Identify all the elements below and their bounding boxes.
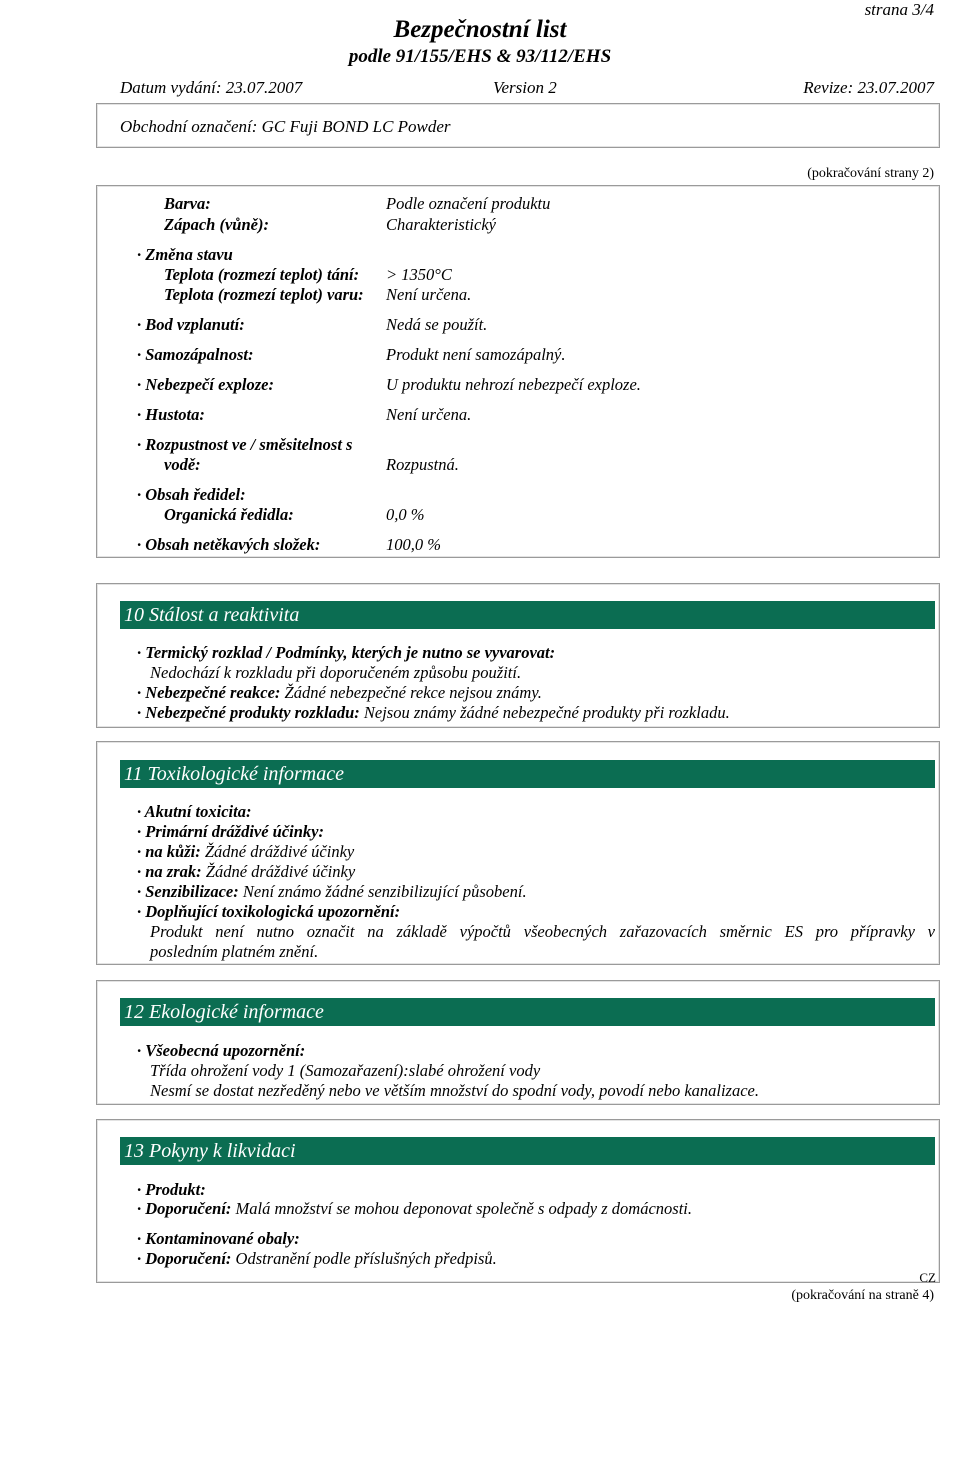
color-value: Podle označení produktu xyxy=(386,194,551,213)
section-13-heading: 13 Pokyny k likvidaci xyxy=(120,1137,935,1165)
odor-label: Zápach (vůně): xyxy=(164,215,269,234)
trade-name-frame xyxy=(96,103,940,148)
explosion-value: U produktu nehrozí nebezpečí exploze. xyxy=(386,375,641,394)
s11-sensitization: · Senzibilizace: Není známo žádné senzibilizující působení. xyxy=(137,882,527,901)
s12-water-class: Třída ohrožení vody 1 (Samozařazení):slabé ohrožení vody xyxy=(150,1061,541,1080)
density-label: · Hustota: xyxy=(137,405,205,424)
state-change-label: · Změna stavu xyxy=(137,245,233,264)
continuation-to: (pokračování na straně 4) xyxy=(791,1288,934,1303)
s13-product-recommendation: · Doporučení: Malá množství se mohou deponovat společně s odpady z domácnosti. xyxy=(137,1199,692,1218)
section-12-heading: 12 Ekologické informace xyxy=(120,998,935,1026)
s10-thermal-value: Nedochází k rozkladu při doporučeném způsobu použití. xyxy=(150,663,522,682)
solubility-label-2: vodě: xyxy=(164,455,201,474)
organic-value: 0,0 % xyxy=(386,505,425,524)
melting-value: > 1350°C xyxy=(386,265,452,284)
s11-primary: · Primární dráždivé účinky: xyxy=(137,822,325,841)
s12-general: · Všeobecná upozornění: xyxy=(137,1041,306,1060)
document-title: Bezpečnostní list xyxy=(393,16,567,43)
language-code: CZ xyxy=(919,1270,936,1285)
s10-products: · Nebezpečné produkty rozkladu: Nejsou známy žádné nebezpečné produkty při rozkladu. xyxy=(137,703,730,722)
s11-additional-text-2: posledním platném znění. xyxy=(150,942,319,961)
solubility-label-1: · Rozpustnost ve / směsitelnost s xyxy=(137,435,353,454)
solids-value: 100,0 % xyxy=(386,535,441,554)
s13-packaging-recommendation: · Doporučení: Odstranění podle příslušných předpisů. xyxy=(137,1249,497,1268)
organic-label: Organická ředidla: xyxy=(164,505,294,524)
s11-skin: · na kůži: Žádné dráždivé účinky xyxy=(137,842,355,861)
s13-packaging: · Kontaminované obaly: xyxy=(137,1229,300,1248)
flash-label: · Bod vzplanutí: xyxy=(137,315,245,334)
page-number: strana 3/4 xyxy=(864,0,934,19)
section-10-heading: 10 Stálost a reaktivita xyxy=(120,601,935,629)
boiling-label: Teplota (rozmezí teplot) varu: xyxy=(164,285,364,304)
version: Version 2 xyxy=(493,78,557,97)
section-11-heading: 11 Toxikologické informace xyxy=(120,760,935,788)
issue-date: Datum vydání: 23.07.2007 xyxy=(120,78,303,97)
self-ignition-label: · Samozápalnost: xyxy=(137,345,254,364)
revision-date: Revize: 23.07.2007 xyxy=(803,78,934,97)
s10-reactions: · Nebezpečné reakce: Žádné nebezpečné rekce nejsou známy. xyxy=(137,683,542,702)
solubility-value: Rozpustná. xyxy=(386,455,459,474)
s11-additional: · Doplňující toxikologická upozornění: xyxy=(137,902,401,921)
explosion-label: · Nebezpečí exploze: xyxy=(137,375,274,394)
melting-label: Teplota (rozmezí teplot) tání: xyxy=(164,265,360,284)
solids-label: · Obsah netěkavých složek: xyxy=(137,535,321,554)
s13-product: · Produkt: xyxy=(137,1180,206,1199)
color-label: Barva: xyxy=(164,194,211,213)
s11-eyes: · na zrak: Žádné dráždivé účinky xyxy=(137,862,356,881)
odor-value: Charakteristický xyxy=(386,215,496,234)
s12-water-warning: Nesmí se dostat nezředěný nebo ve větším množství do spodní vody, povodí nebo kanalizace. xyxy=(150,1081,760,1100)
document-subtitle: podle 91/155/EHS & 93/112/EHS xyxy=(348,46,612,67)
trade-name: Obchodní označení: GC Fuji BOND LC Powder xyxy=(120,117,451,136)
s11-additional-text-1: Produkt není nutno označit na základě výpočtů všeobecných zařazovacích směrnic ES pro přípravky v xyxy=(150,922,935,941)
properties-frame xyxy=(96,185,940,558)
s10-thermal-label: · Termický rozklad / Podmínky, kterých je nutno se vyvarovat: xyxy=(137,643,556,662)
boiling-value: Není určena. xyxy=(386,285,472,304)
flash-value: Nedá se použít. xyxy=(386,315,488,334)
self-ignition-value: Produkt není samozápalný. xyxy=(386,345,566,364)
density-value: Není určena. xyxy=(386,405,472,424)
continuation-from: (pokračování strany 2) xyxy=(807,166,934,181)
s11-acute: · Akutní toxicita: xyxy=(137,802,252,821)
solvents-label: · Obsah ředidel: xyxy=(137,485,246,504)
